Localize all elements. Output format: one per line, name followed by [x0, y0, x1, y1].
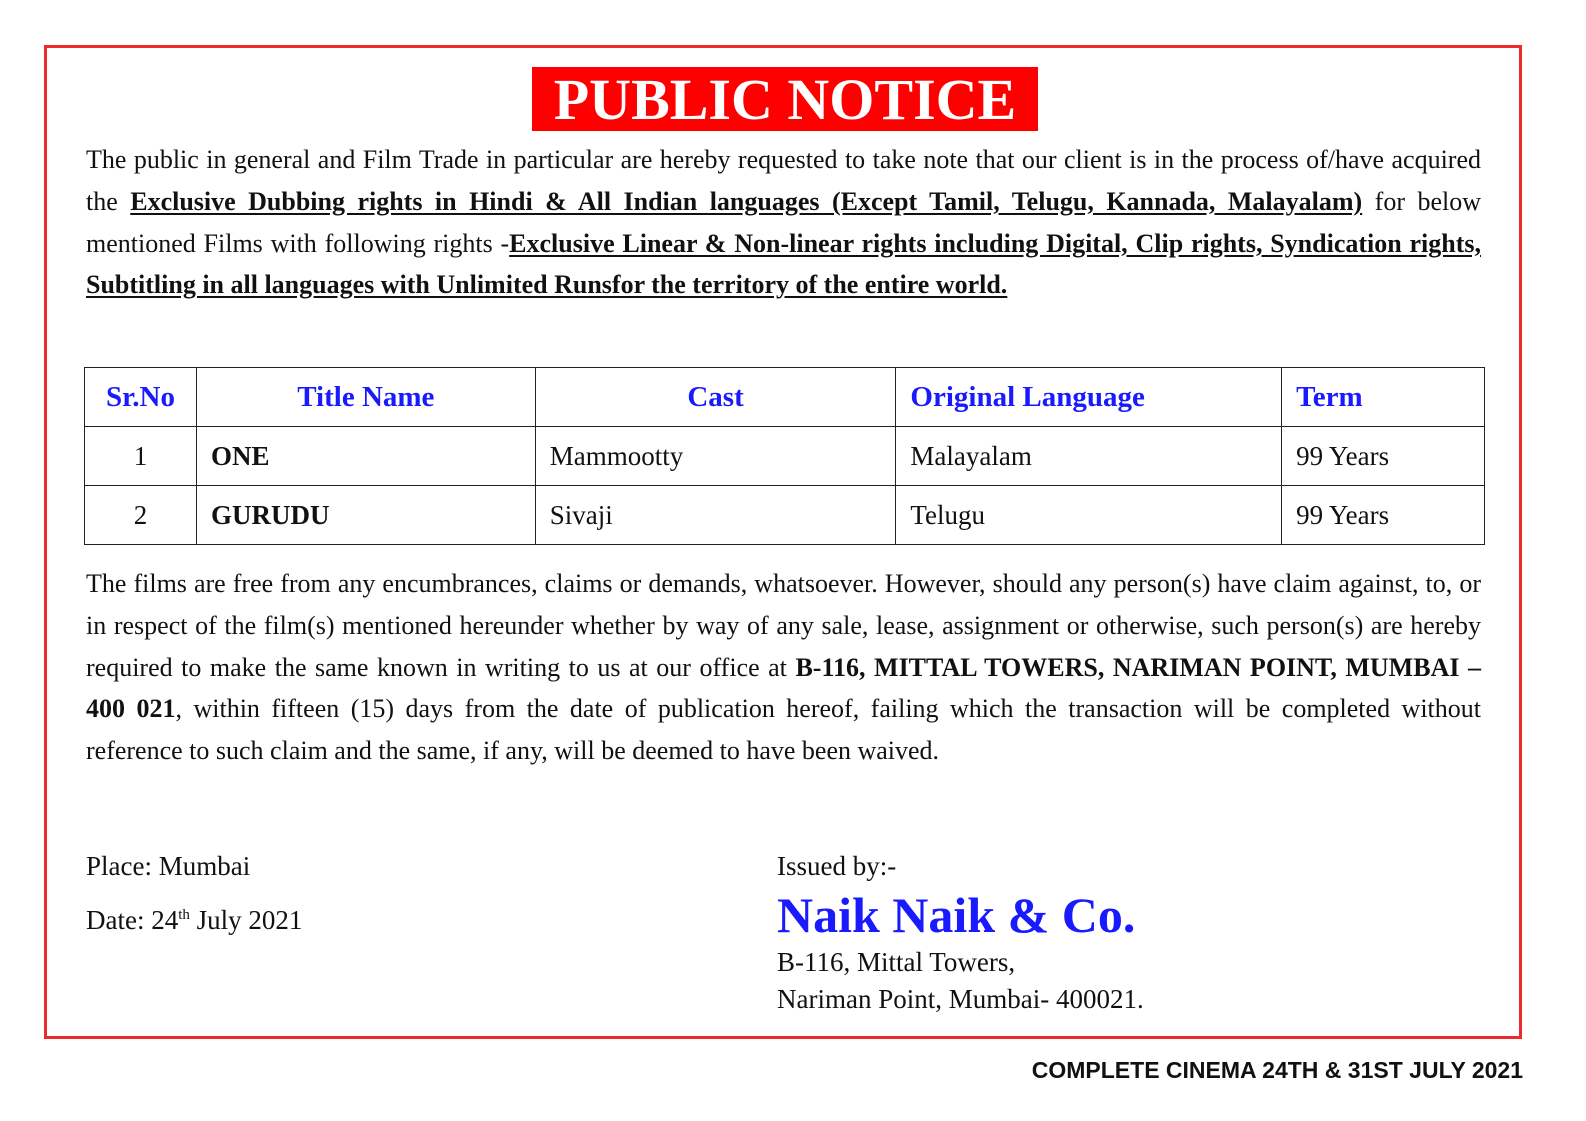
cell-term: 99 Years — [1282, 427, 1485, 486]
intro-lead-text: The public in general and Film Trade in particular are hereby requested to take note that our client is in the process of/have acquired the — [86, 145, 1481, 216]
cell-language: Malayalam — [896, 427, 1282, 486]
cell-sr-no: 1 — [85, 427, 197, 486]
cell-cast: Mammootty — [535, 427, 896, 486]
firm-address-line-1: B-116, Mittal Towers, — [777, 947, 1016, 977]
header-cast: Cast — [535, 368, 896, 427]
issued-by-label: Issued by:- — [777, 851, 897, 881]
claims-text-before: The films are free from any encumbrances, claims or demands, whatsoever. However, should any person(s) have claim against, to, or in respect of the film(s) mentioned hereunder whether by way of any sale, lease, assignment or otherwise, such person(s) are hereby required to make the same known in writing to us at our office at — [86, 569, 1481, 682]
intro-paragraph — [86, 139, 1481, 306]
films-table — [84, 367, 1485, 545]
cell-language: Telugu — [896, 486, 1282, 545]
table-header-row — [85, 368, 1485, 427]
cell-title: ONE — [196, 427, 535, 486]
table-row — [85, 486, 1485, 545]
place-line: Place: Mumbai — [86, 851, 251, 881]
firm-address-line-2: Nariman Point, Mumbai- 400021. — [777, 984, 1144, 1014]
claims-paragraph — [86, 563, 1481, 772]
dubbing-rights-text: Exclusive Dubbing rights in Hindi & All Indian languages (Except Tamil, Telugu, Kannada, Malayalam) — [130, 186, 1363, 216]
table-row — [85, 427, 1485, 486]
header-sr-no: Sr.No — [85, 368, 197, 427]
claims-text-after: , within fifteen (15) days from the date of publication hereof, failing which the transaction will be completed without reference to such claim and the same, if any, will be deemed to have been waived. — [86, 694, 1481, 766]
date-prefix: Date: 24 — [86, 905, 179, 935]
header-title-name: Title Name — [196, 368, 535, 427]
linear-rights-text: Exclusive Linear & Non-linear rights including Digital, Clip rights, Syndication rights, Subtitling in all languages with Unlimited Runsfor the territory of the entire world. — [86, 228, 1481, 300]
date-superscript: th — [178, 907, 190, 923]
date-line — [86, 904, 302, 936]
intro-middle-text: for below mentioned Films with following rights - — [86, 186, 1481, 258]
office-address-bold: B-116, MITTAL TOWERS, NARIMAN POINT, MUMBAI – 400 021 — [86, 652, 1481, 724]
notice-title: PUBLIC NOTICE — [532, 67, 1038, 131]
cell-sr-no: 2 — [85, 486, 197, 545]
firm-name: Naik Naik & Co. — [777, 887, 1136, 943]
header-term: Term — [1282, 368, 1485, 427]
cell-cast: Sivaji — [535, 486, 896, 545]
header-original-language: Original Language — [896, 368, 1282, 427]
cell-title: GURUDU — [196, 486, 535, 545]
cell-term: 99 Years — [1282, 486, 1485, 545]
publication-footer: COMPLETE CINEMA 24TH & 31ST JULY 2021 — [1031, 1057, 1523, 1083]
date-suffix: July 2021 — [189, 905, 303, 935]
